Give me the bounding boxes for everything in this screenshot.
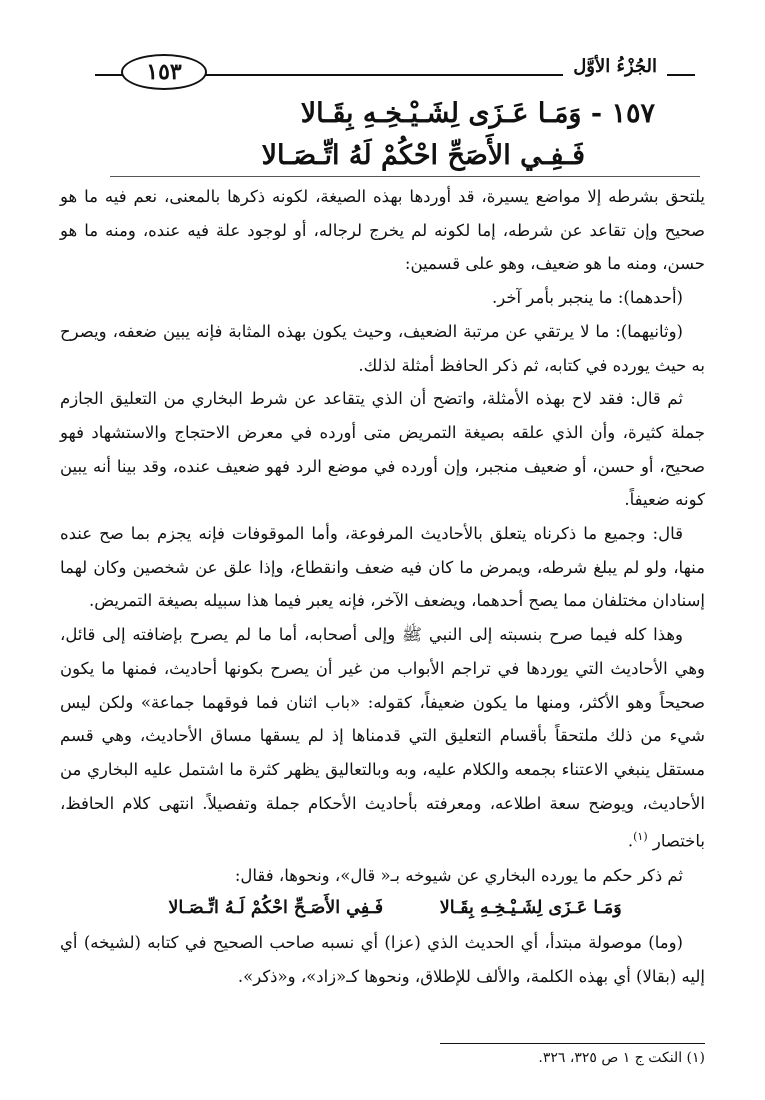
paragraph: يلتحق بشرطه إلا مواضع يسيرة، قد أوردها بهذه الصيغة، لكونه ذكرها بالمعنى، نعم فيه ما هو صحيح وإن تقاعد عن شرطه، إما لكونه لم يخرج لرجاله، أو لوجود علة فيه عنده، ومنه ما هو حسن، ومنه ما هو ضعيف، وهو على قسمين: bbox=[60, 187, 705, 274]
verse-divider bbox=[110, 176, 700, 177]
paragraph: قال: وجميع ما ذكرناه يتعلق بالأحاديث المرفوعة، وأما الموقوفات فإنه يجزم بما صح عنده منها، ولو لم يبلغ شرطه، ويمرض ما كان فيه ضعف وانقطاع، وإذا علق عن شخصين وكان لهما إسنادان مختلفان مما يصح أحدهما، ويضعف الآخر، فإنه يعبر فيما هذا سبيله بصيغة التمريض. bbox=[60, 524, 705, 611]
footnote: (١) النكت ج ١ ص ٣٢٥، ٣٢٦. bbox=[538, 1050, 705, 1066]
paragraph bbox=[60, 618, 705, 858]
paragraph: ثم قال: فقد لاح بهذه الأمثلة، واتضح أن الذي يتقاعد عن شرط البخاري من التعليق الجازم جملة كثيرة، وأن الذي علقه بصيغة التمريض متى أورده في معرض الاحتجاج والاستشهاد فهو صحيح، أو حسن، أو ضعيف منجبر، وإن أورده في موضع الرد فهو ضعيف عنده، وقد بينا أنه يبين كونه ضعيفاً. bbox=[60, 389, 705, 510]
footnote-reference: (١) bbox=[633, 830, 648, 844]
running-header bbox=[95, 52, 695, 92]
paragraph: (وما) موصولة مبتدأ، أي الحديث الذي (عزا) أي نسبه صاحب الصحيح في كتابه (لشيخه) أي إليه (بقالا) أي بهذه الكلمة، والألف للإطلاق، ونحوها كـ«زاد»، و«ذكر». bbox=[60, 932, 705, 986]
paragraph-text: وهذا كله فيما صرح بنسبته إلى النبي ﷺ وإلى أصحابه، أما ما لم يصرح بإضافته إلى قائل، وهي الأحاديث التي يوردها في تراجم الأبواب من غير أن يصرح بكونها أحاديث، فمنها ما يكون صحيحاً وهو الأكثر، ومنها ما يكون ضعيفاً، كقوله: «باب اثنان فما فوقهما جماعة» ولكن ليس شيء من ذلك ملتحقاً بأقسام التعليق التي قدمناها إذ لم يسقها مساق الأحاديث، وهي قسم مستقل ينبغي الاعتناء بجمعه والكلام عليه، وبه وبالتعاليق يظهر كثرة ما اشتمل عليه البخاري من الأحاديث، ويوضح سعة اطلاعه، ومعرفته بأحاديث الأحكام جملة وتفصيلاً. انتهى كلام الحافظ، باختصار bbox=[60, 625, 705, 851]
paragraph-end: . bbox=[627, 831, 634, 851]
couplet-hemistich-2: فَـفِي الأَصَـحِّ احْكُمْ لَـهُ اتِّـصَـالا bbox=[168, 898, 384, 919]
paragraph: (أحدهما): ما ينجبر بأمر آخر. bbox=[492, 288, 683, 308]
verse-couplet bbox=[60, 892, 705, 926]
verse-line-2: فَـفِـي الأَصَحِّ احْكُمْ لَهُ اتِّـصَـالا bbox=[261, 140, 585, 171]
commentary-body bbox=[60, 180, 705, 993]
verse-line-1: ١٥٧ - وَمَـا عَـزَى لِشَـيْـخِـهِ بِقَـالا bbox=[300, 98, 655, 129]
paragraph: (وثانيهما): ما لا يرتقي عن مرتبة الضعيف، وحيث يكون بهذه المثابة فإنه يبين ضعفه، ويصرح به حيث يورده في كتابه، ثم ذكر الحافظ أمثلة لذلك. bbox=[60, 321, 705, 375]
footnote-rule bbox=[440, 1043, 705, 1044]
page-number: ١٥٣ bbox=[121, 54, 207, 90]
couplet-hemistich-1: وَمَـا عَـزَى لِشَـيْـخِـهِ بِقَـالا bbox=[439, 898, 622, 919]
part-title: الجُزْءُ الأوَّل bbox=[563, 56, 667, 77]
paragraph: ثم ذكر حكم ما يورده البخاري عن شيوخه بـ« قال»، ونحوها، فقال: bbox=[234, 865, 683, 885]
